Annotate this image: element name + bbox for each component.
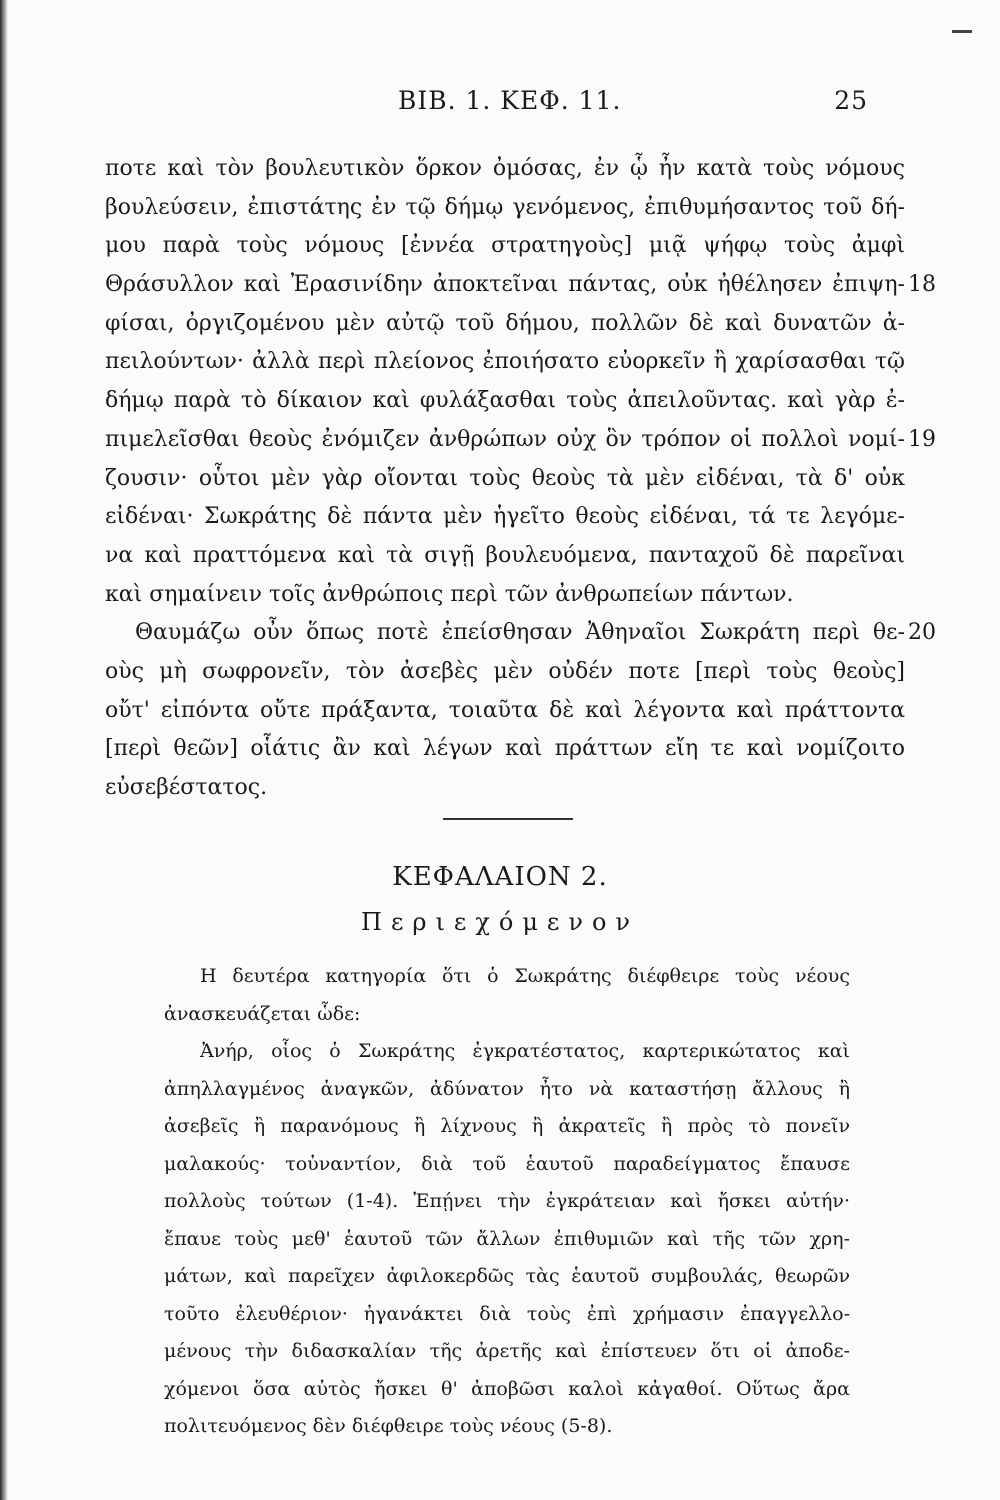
summary-line: πολιτευόμενος δὲν διέφθειρε τοὺς νέους (5-8).: [164, 1415, 613, 1437]
text-line-content: Θαυμάζω οὖν ὅπως ποτὲ ἐπείσθησαν Ἀθηναῖοι Σωκράτη περὶ θε-: [135, 620, 905, 646]
summary-line: μάτων, καὶ παρεῖχεν ἀφιλοκερδῶς τὰς ἑαυτοῦ συμβουλάς, θεωρῶν: [164, 1265, 850, 1287]
text-line: [105, 421, 936, 460]
text-line-content: πιμελεῖσθαι θεοὺς ἐνόμιζεν ἀνθρώπων οὐχ ὃν τρόπον οἱ πολλοὶ νομί-: [105, 426, 905, 452]
text-line: [105, 614, 936, 653]
text-line: εὐσεβέστατος.: [105, 775, 268, 800]
summary-line: ἔπαυε τοὺς μεθ' ἑαυτοῦ τῶν ἄλλων ἐπιθυμιῶν καὶ τῆς τῶν χρη-: [164, 1227, 850, 1250]
chapter-summary: [164, 958, 850, 1446]
text-line: ποτε καὶ τὸν βουλευτικὸν ὅρκον ὀμόσας, ἐν ᾧ ἦν κατὰ τοὺς νόμους: [105, 156, 905, 181]
text-line: [105, 266, 936, 305]
text-line: [περὶ θεῶν] οἷάτις ἂν καὶ λέγων καὶ πράττων εἴη τε καὶ νομίζοιτο: [105, 736, 905, 762]
text-line: οὺς μὴ σωφρονεῖν, τὸν ἀσεβὲς μὲν οὐδέν ποτε [περὶ τοὺς θεοὺς]: [105, 658, 905, 684]
text-line: οὔτ' εἰπόντα οὔτε πράξαντα, τοιαῦτα δὲ καὶ λέγοντα καὶ πράττοντα: [105, 697, 905, 723]
chapter-title: ΚΕΦΑΛΑΙΟΝ 2.: [392, 862, 608, 892]
corner-mark: [952, 30, 972, 33]
text-line: μου παρὰ τοὺς νόμους [ἐννέα στρατηγοὺς] μιᾷ ψήφῳ τοὺς ἀμφὶ: [105, 233, 905, 259]
section-number-19: 19: [908, 426, 936, 452]
section-number-20: 20: [908, 620, 936, 646]
section-divider: [443, 818, 573, 820]
section-number-18: 18: [908, 272, 936, 298]
text-line: δήμῳ παρὰ τὸ δίκαιον καὶ φυλάξασθαι τοὺς ἀπειλοῦντας. καὶ γὰρ ἐ-: [105, 388, 905, 414]
summary-line: μένους τὴν διδασκαλίαν τῆς ἀρετῆς καὶ ἐπίστευεν ὅτι οἱ ἀποδε-: [164, 1340, 850, 1362]
text-line: βουλεύσειν, ἐπιστάτης ἐν τῷ δήμῳ γενόμενος, ἐπιθυμήσαντος τοῦ δή-: [105, 194, 905, 220]
text-line: εἰδέναι· Σωκράτης δὲ πάντα μὲν ἡγεῖτο θεοὺς εἰδέναι, τά τε λεγόμε-: [105, 504, 905, 530]
main-text: [105, 150, 936, 808]
text-line-content: Θράσυλλον καὶ Ἐρασινίδην ἀποκτεῖναι πάντας, οὐκ ἠθέλησεν ἐπιψη-: [105, 272, 905, 298]
text-line: ζουσιν· οὗτοι μὲν γὰρ οἴονται τοὺς θεοὺς τὰ μὲν εἰδέναι, τὰ δ' οὐκ: [105, 465, 905, 491]
summary-line: χόμενοι ὅσα αὐτὸς ἤσκει θ' ἀποβῶσι καλοὶ κἀγαθοί. Οὕτως ἄρα: [164, 1377, 850, 1400]
chapter-subtitle: Περιεχόμενον: [361, 908, 639, 936]
text-line: πειλούντων· ἀλλὰ περὶ πλείονος ἐποιήσατο εὐορκεῖν ἢ χαρίσασθαι τῷ: [105, 349, 905, 375]
summary-line: ἀπηλλαγμένος ἀναγκῶν, ἀδύνατον ἦτο νὰ καταστήσῃ ἄλλους ἢ: [164, 1077, 850, 1100]
text-line: φίσαι, ὀργιζομένου μὲν αὐτῷ τοῦ δήμου, πολλῶν δὲ καὶ δυνατῶν ἀ-: [105, 310, 905, 336]
summary-line: Ἀνήρ, οἷος ὁ Σωκράτης ἐγκρατέστατος, καρτερικώτατος καὶ: [200, 1040, 850, 1062]
page-header: [0, 86, 1000, 126]
running-head: ΒΙΒ. 1. ΚΕΦ. 11.: [398, 86, 622, 115]
text-line: καὶ σημαίνειν τοῖς ἀνθρώποις περὶ τῶν ἀνθρωπείων πάντων.: [105, 581, 794, 607]
summary-line: μαλακούς· τοὐναντίον, διὰ τοῦ ἑαυτοῦ παραδείγματος ἔπαυσε: [164, 1152, 850, 1175]
summary-line: τοῦτο ἐλευθέριον· ἠγανάκτει διὰ τοὺς ἐπὶ χρήμασιν ἐπαγγελλο-: [164, 1302, 850, 1325]
text-line: να καὶ πραττόμενα καὶ τὰ σιγῇ βουλευόμενα, πανταχοῦ δὲ παρεῖναι: [105, 542, 905, 568]
summary-line: ἀνασκευάζεται ὧδε:: [164, 1002, 361, 1025]
summary-line: Η δευτέρα κατηγορία ὅτι ὁ Σωκράτης διέφθειρε τοὺς νέους: [200, 965, 850, 987]
page-edge-shadow: [0, 0, 8, 1500]
summary-line: ἀσεβεῖς ἢ παρανόμους ἢ λίχνους ἢ ἀκρατεῖς ἢ πρὸς τὸ πονεῖν: [164, 1115, 850, 1137]
page-number: 25: [834, 86, 868, 115]
summary-line: πολλοὺς τούτων (1-4). Ἐπῄνει τὴν ἐγκράτειαν καὶ ἤσκει αὐτήν·: [164, 1190, 850, 1212]
